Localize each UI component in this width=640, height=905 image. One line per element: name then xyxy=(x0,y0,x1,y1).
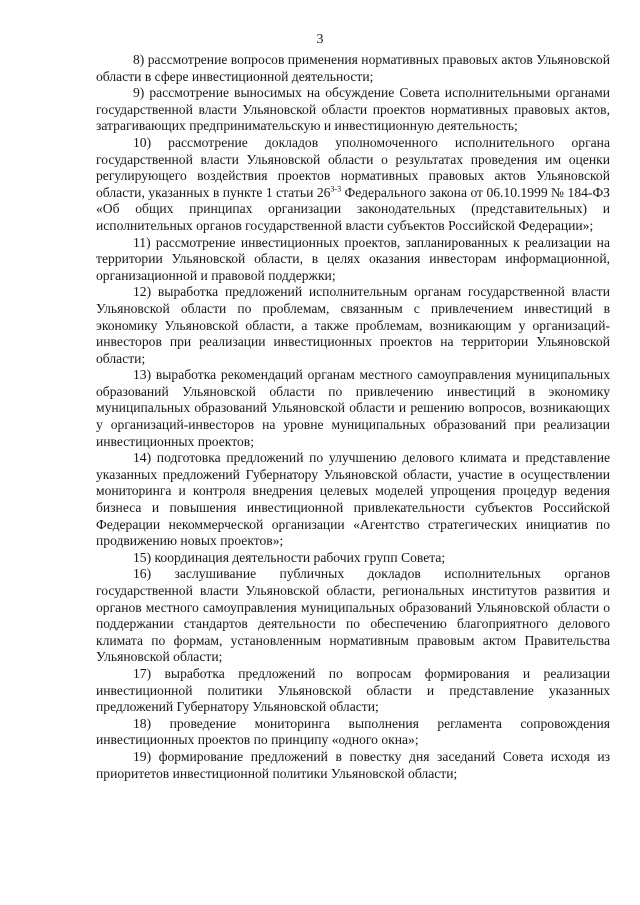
list-item-9: 9) рассмотрение выносимых на обсуждение Совета исполнительными органами государственной власти Ульяновской области проектов нормативных правовых актов, затрагивающих предпринимательскую и инвестиционную деятельность; xyxy=(96,85,610,134)
list-item-18: 18) проведение мониторинга выполнения регламента сопровождения инвестиционных проектов по принципу «одного окна»; xyxy=(96,715,610,748)
list-item-13: 13) выработка рекомендаций органам местного самоуправления муниципальных образований Ульяновской области по привлечению инвестиций в экономику муниципальных образований Ульяновской области и решению вопросов, возникающих у организаций-инвесторов на уровне муниципальных образований при реализации инвестиционных проектов; xyxy=(96,367,610,449)
list-item-12: 12) выработка предложений исполнительным органам государственной власти Ульяновской области по проблемам, связанным с привлечением инвестиций в экономику Ульяновской области, а также проблемам, возникающим у организаций-инвесторов при реализации инвестиционных проектов на территории Ульяновской области; xyxy=(96,284,610,366)
list-item-10 xyxy=(96,135,610,235)
list-item-17: 17) выработка предложений по вопросам формирования и реализации инвестиционной политики Ульяновской области и представление указанных предложений Губернатору Ульяновской области; xyxy=(96,665,610,715)
list-item-8: 8) рассмотрение вопросов применения нормативных правовых актов Ульяновской области в сфере инвестиционной деятельности; xyxy=(96,52,610,84)
article-superscript: 3-3 xyxy=(330,184,342,194)
document-body xyxy=(96,52,610,782)
list-item-19: 19) формирование предложений в повестку дня заседаний Совета исходя из приоритетов инвестиционной политики Ульяновской области; xyxy=(96,748,610,781)
list-item-11: 11) рассмотрение инвестиционных проектов, запланированных к реализации на территории Ульяновской области, в целях оказания инвесторам информационной, организационной и правовой поддержки; xyxy=(96,234,610,283)
list-item-15: 15) координация деятельности рабочих групп Совета; xyxy=(133,549,446,565)
list-item-14: 14) подготовка предложений по улучшению делового климата и представление указанных предложений Губернатору Ульяновской области, участие в осуществлении мониторинга и контроля внедрения целевых моделей упрощения процедур ведения бизнеса и повышения инвестиционной привлекательности субъектов Российской Федерации некоммерческой организации «Агентство стратегических инициатив по продвижению новых проектов»; xyxy=(96,450,610,549)
list-item-10-text-start: 10) рассмотрение докладов уполномоченного исполнительного органа государственной власти Ульяновской области о результатах проведения им оценки регулирующего воздействия проектов нормативных правовых актов Ульяновской области, указанных в пункте 1 статьи 26 xyxy=(96,134,610,200)
list-item-10-text-end: Федерального закона от 06.10.1999 № 184-ФЗ «Об общих принципах организации законодательных (представительных) и исполнительных органов государственной власти субъектов Российской Федерации»; xyxy=(96,184,610,233)
list-item-16: 16) заслушивание публичных докладов исполнительных органов государственной власти Ульяновской области, региональных институтов развития и органов местного самоуправления муниципальных образований Ульяновской области о поддержании стандартов деятельности по обеспечению благоприятного делового климата по формам, установленным нормативным правовым актом Правительства Ульяновской области; xyxy=(96,566,610,665)
page-number: 3 xyxy=(316,32,324,47)
